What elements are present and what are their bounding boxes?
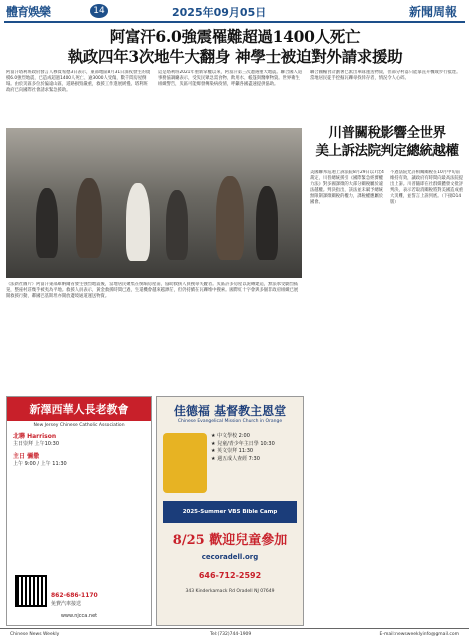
story2-column2: 不過法院允許相關關稅在10月中旬前維持有效，讓政府有時間向最高法院提出上訴。川普隨即在社群媒體發文批評判決，表示若取消關稅將對美國造成重大災難，並誓言上訴到底。（下接D14版） <box>390 170 464 206</box>
ad1-subtitle: New Jersey Chinese Catholic Association <box>33 423 125 428</box>
page-footer <box>0 628 469 641</box>
story1-headline-line1: 阿富汗6.0強震罹難超過1400人死亡 <box>109 27 361 46</box>
ad2-phone[interactable]: 646-712-2592 <box>198 571 262 580</box>
ad1-block1-title: 北聯 Harrison <box>13 433 57 440</box>
qr-code-icon[interactable] <box>15 575 47 607</box>
masthead-section-title: 體育娛樂 <box>6 5 51 19</box>
earthquake-photo <box>6 128 302 278</box>
church-advertisement-1[interactable] <box>6 396 152 626</box>
ad1-block2-text: 上午 9:00 / 上午 11:30 <box>13 461 67 467</box>
story1-column1: 阿富汗塔利班政府發言人穆賈希德3日表示，東部地區8月31日深夜發生的規模6.0強烈地震，已造成超過1400人死亡、逾3000人受傷，數千間房屋倒塌。由於災區多位於偏遠山區，道路損毀嚴重，救援工作進展緩慢。塔利班政府已向國際社會請求緊急援助。 <box>6 70 151 94</box>
ad2-list-item: ★ 兒童/青少年主日學 10:30 <box>211 440 275 447</box>
masthead-paper-title: 新聞周報 <box>408 5 457 19</box>
ad1-mass-info <box>13 453 145 468</box>
church-advertisement-2[interactable] <box>156 396 304 626</box>
ad1-transport-note: 免費汽車接送 <box>51 601 82 607</box>
ad2-list-item: ★ 中文學校 2:00 <box>211 433 250 439</box>
ad1-block1-text: 主日崇拜 上午10:30 <box>13 441 59 447</box>
ad2-vbs-banner: 2025-Summer VBS Bible Camp <box>163 501 297 523</box>
story1-column3: 聯合國糧食計劃署已派出車隊運送物資，但部分村落只能靠直升機或步行抵達。當地居民徒手挖掘瓦礫尋找倖存者，情況令人心碎。 <box>310 70 461 82</box>
ad2-address: 343 Kinderkamack Rd Oradell NJ 07649 <box>185 589 275 594</box>
footer-publication: Chinese News Weekly <box>10 632 60 637</box>
ad1-title: 新澤西華人長老教會 <box>7 397 151 421</box>
ad1-block2-title: 主日 彌撒 <box>13 453 40 460</box>
page-number-badge: 14 <box>90 4 108 18</box>
ad1-phone[interactable]: 862-686-1170 <box>51 592 98 599</box>
ad2-title: 佳德福 基督教主恩堂 <box>173 404 287 418</box>
issue-date: 2025年09月05日 <box>172 6 267 19</box>
page-header <box>0 0 469 22</box>
ad2-subtitle: Chinese Evangelical Mission Church in Orange <box>177 419 283 424</box>
ad2-schedule-list <box>211 433 297 463</box>
ad1-service-info <box>13 433 145 448</box>
story1-column2: 這是塔利班2021年重新掌權以來，阿富汗第三次遭遇重大地震。聯合國人道事務協調廳表示，受災民眾急需食物、飲用水、帳篷與醫療物資。世界衛生組織警告，災區可能爆發傳染病疫情，呼籲各國盡速提供協助。 <box>158 70 303 88</box>
story2-headline-line1: 川普關稅影響全世界 <box>328 125 446 141</box>
ad2-list-item: ★ 英文崇拜 11:30 <box>211 448 254 454</box>
footer-telephone: Tel:(732)744-1909 <box>210 632 252 637</box>
footer-email[interactable]: E-mail:newsweeklyinfo@gmail.com <box>379 632 459 637</box>
story1-headline <box>10 27 460 67</box>
story2-headline-line2: 美上訴法院判定總統越權 <box>315 143 459 159</box>
ad2-event-text: 8/25 歡迎兒童參加 <box>172 533 288 548</box>
ad2-list-item: ★ 週五成人查經 7:30 <box>211 455 260 462</box>
story2-column1: 美國聯邦巡迴上訴法院8月29日以7比4裁定，川普總統援引《國際緊急經濟權力法》對多國課徵的大部分關稅屬於違法越權。判決指出，該法並未賦予總統無限制課徵關稅的權力，課稅權應屬於國會。 <box>310 170 384 206</box>
ad1-website[interactable]: www.njcca.net <box>60 613 98 619</box>
story1-headline-line2: 執政四年3次地牛大翻身 神學士被迫對外請求援助 <box>67 47 403 66</box>
ad2-website[interactable]: cecoradell.org <box>201 553 259 561</box>
church-logo-icon <box>163 433 207 493</box>
header-divider <box>4 21 465 23</box>
photo-caption: （法新社圖片）阿富汗東部庫納爾省發生強烈地震後，當地居民聚集在倒塌房屋前，協助救援人員搜尋失蹤者。災區許多房屋以泥磚建造，無法承受劇烈搖晃，整座村莊幾乎被夷為平地。救援人員表示，黃金救援時間已過，生還機會越來越渺茫，但仍持續在瓦礫堆中搜索。國際紅十字會與多個非政府組織已展開救援行動，鄰國巴基斯坦亦開放邊境通道運送物資。 <box>6 282 299 300</box>
story2-headline <box>310 124 464 160</box>
